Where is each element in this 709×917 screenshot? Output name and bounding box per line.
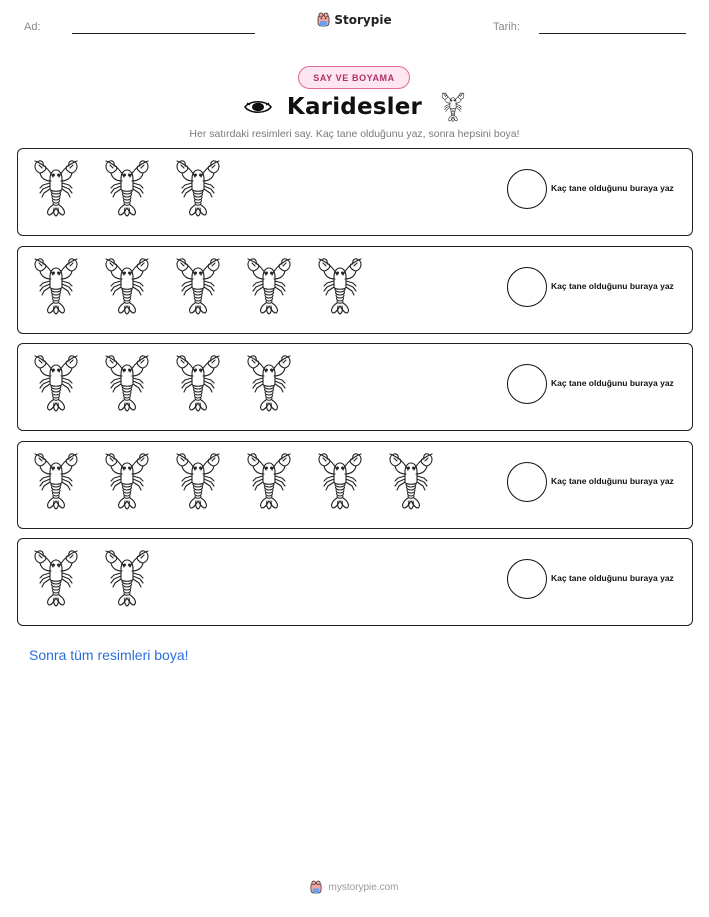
site-footer <box>0 880 709 894</box>
storypie-logo-icon <box>310 880 322 894</box>
lobster-icon[interactable] <box>244 354 294 412</box>
answer-circle[interactable] <box>507 462 547 502</box>
footer-note: Sonra tüm resimleri boya! <box>29 647 189 663</box>
lobster-icon[interactable] <box>315 257 365 315</box>
lobster-icon[interactable] <box>102 159 152 217</box>
answer-circle[interactable] <box>507 559 547 599</box>
answer-prompt: Kaç tane olduğunu buraya yaz <box>551 280 674 291</box>
page-title: Karidesler <box>286 94 423 120</box>
lobster-icon[interactable] <box>31 549 81 607</box>
instructions: Her satırdaki resimleri say. Kaç tane olduğunu yaz, sonra hepsini boya! <box>189 128 520 140</box>
counting-row <box>17 148 693 236</box>
answer-circle[interactable] <box>507 267 547 307</box>
lobster-icon[interactable] <box>31 257 81 315</box>
lobster-icon[interactable] <box>31 452 81 510</box>
lobster-icon[interactable] <box>386 452 436 510</box>
storypie-logo-icon <box>317 12 330 27</box>
eye-icon <box>243 98 273 116</box>
activity-badge <box>298 66 410 89</box>
activity-badge-label: SAY VE BOYAMA <box>313 72 395 83</box>
lobster-icon[interactable] <box>173 159 223 217</box>
date-label: Tarih: <box>493 21 520 33</box>
name-line[interactable] <box>72 33 255 34</box>
lobster-icon <box>440 92 466 122</box>
name-label: Ad: <box>24 21 41 33</box>
lobster-icon[interactable] <box>102 452 152 510</box>
counting-row <box>17 441 693 529</box>
lobster-icon[interactable] <box>102 354 152 412</box>
date-line[interactable] <box>539 33 686 34</box>
lobster-icon[interactable] <box>31 159 81 217</box>
lobster-icon[interactable] <box>31 354 81 412</box>
brand <box>0 12 709 27</box>
site-url: mystorypie.com <box>328 881 399 893</box>
lobster-icon[interactable] <box>244 257 294 315</box>
counting-row <box>17 538 693 626</box>
lobster-icon[interactable] <box>173 354 223 412</box>
title-row <box>0 89 709 125</box>
answer-circle[interactable] <box>507 169 547 209</box>
lobster-icon[interactable] <box>173 452 223 510</box>
answer-prompt: Kaç tane olduğunu buraya yaz <box>551 475 674 486</box>
lobster-icon[interactable] <box>315 452 365 510</box>
answer-prompt: Kaç tane olduğunu buraya yaz <box>551 183 674 193</box>
answer-circle[interactable] <box>507 364 547 404</box>
lobster-icon[interactable] <box>102 549 152 607</box>
lobster-icon[interactable] <box>244 452 294 510</box>
brand-name: Storypie <box>334 12 392 27</box>
lobster-icon[interactable] <box>102 257 152 315</box>
counting-row <box>17 246 693 334</box>
lobster-icon[interactable] <box>173 257 223 315</box>
answer-prompt: Kaç tane olduğunu buraya yaz <box>551 573 674 583</box>
counting-row <box>17 343 693 431</box>
answer-prompt: Kaç tane olduğunu buraya yaz <box>551 378 674 388</box>
